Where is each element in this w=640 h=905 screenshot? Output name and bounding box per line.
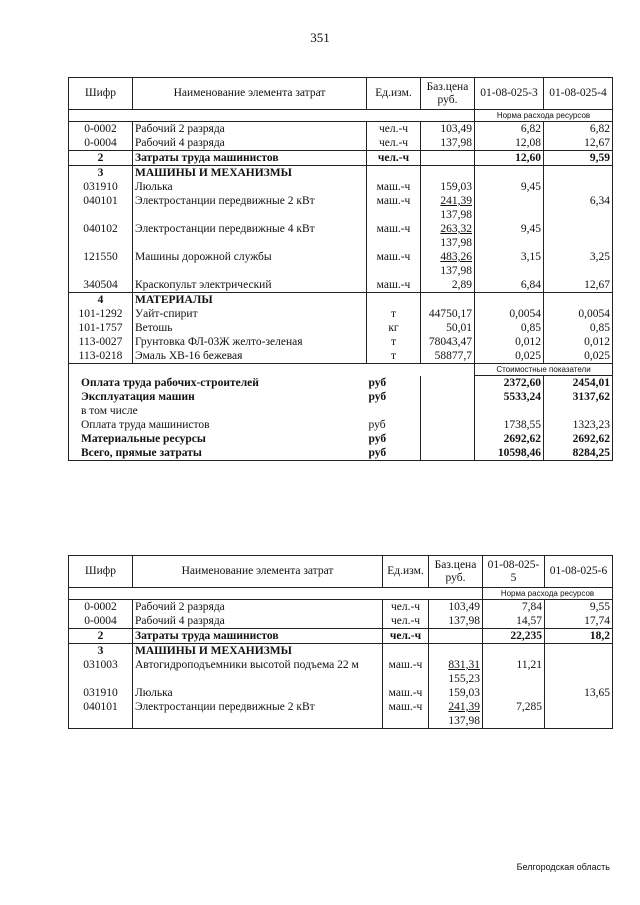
row-unit xyxy=(367,166,421,181)
summary-empty xyxy=(421,418,475,432)
table1-summary xyxy=(69,376,613,461)
row-code: 3 xyxy=(69,644,133,659)
row-code: 113-0027 xyxy=(69,335,133,349)
row-value-1 xyxy=(475,166,544,181)
row-value-2 xyxy=(544,166,613,181)
row-value-1: 6,82 xyxy=(475,122,544,137)
summary-value-2: 8284,25 xyxy=(544,446,613,461)
table-row xyxy=(69,600,613,615)
row-name: Рабочий 2 разряда xyxy=(133,122,367,137)
summary-unit: руб xyxy=(368,391,387,403)
price-main: 241,39 xyxy=(440,195,472,207)
header-col1: 01-08-025-3 xyxy=(475,78,544,110)
row-value-1: 14,57 xyxy=(483,614,545,629)
header-name: Наименование элемента затрат xyxy=(133,78,367,110)
row-price: 137,98 xyxy=(429,614,483,629)
row-value-2 xyxy=(545,658,613,686)
row-unit: чел.-ч xyxy=(383,600,429,615)
row-code: 340504 xyxy=(69,278,133,293)
row-price xyxy=(421,151,475,166)
norm-caption-row xyxy=(69,110,613,122)
section-row xyxy=(69,644,613,659)
row-name: Грунтовка ФЛ-03Ж желто-зеленая xyxy=(133,335,367,349)
price-main: 263,32 xyxy=(440,223,472,235)
row-unit: маш.-ч xyxy=(383,686,429,700)
row-value-2: 0,0054 xyxy=(544,307,613,321)
table-row xyxy=(69,250,613,278)
summary-value-2: 1323,23 xyxy=(544,418,613,432)
summary-label: в том числе xyxy=(69,404,367,418)
row-value-2 xyxy=(544,222,613,250)
row-unit: т xyxy=(367,349,421,364)
row-unit: маш.-ч xyxy=(367,278,421,293)
summary-unit: руб xyxy=(368,419,386,431)
row-unit xyxy=(367,293,421,308)
norm-caption: Норма расхода ресурсов xyxy=(475,110,613,122)
summary-value-1 xyxy=(475,404,544,418)
row-price: 50,01 xyxy=(421,321,475,335)
header-unit: Ед.изм. xyxy=(367,78,421,110)
table-row xyxy=(69,222,613,250)
row-value-2: 6,34 xyxy=(544,194,613,222)
row-price xyxy=(421,194,475,222)
row-price: 159,03 xyxy=(429,686,483,700)
row-unit: кг xyxy=(367,321,421,335)
row-value-1: 12,08 xyxy=(475,136,544,151)
row-price xyxy=(421,293,475,308)
row-code: 0-0004 xyxy=(69,614,133,629)
row-code: 0-0004 xyxy=(69,136,133,151)
row-code: 0-0002 xyxy=(69,600,133,615)
row-value-2: 9,55 xyxy=(545,600,613,615)
row-price xyxy=(429,700,483,729)
table-row xyxy=(69,194,613,222)
table-row xyxy=(69,321,613,335)
row-code: 113-0218 xyxy=(69,349,133,364)
row-price: 159,03 xyxy=(421,180,475,194)
row-price xyxy=(421,222,475,250)
summary-empty xyxy=(421,446,475,461)
row-price: 137,98 xyxy=(421,136,475,151)
price-secondary: 137,98 xyxy=(440,237,472,249)
row-name: Ветошь xyxy=(133,321,367,335)
row-value-2: 18,2 xyxy=(545,629,613,644)
row-price xyxy=(421,166,475,181)
price-secondary: 137,98 xyxy=(448,715,480,727)
row-name: Рабочий 4 разряда xyxy=(133,136,367,151)
summary-value-1: 2372,60 xyxy=(475,376,544,391)
resource-table-1 xyxy=(68,77,613,461)
price-main: 483,26 xyxy=(440,251,472,263)
row-value-1: 6,84 xyxy=(475,278,544,293)
row-value-2: 0,025 xyxy=(544,349,613,364)
page-number: 351 xyxy=(310,30,330,45)
table-row xyxy=(69,658,613,686)
row-unit: маш.-ч xyxy=(367,250,421,278)
table-header-row xyxy=(69,78,613,110)
row-unit: маш.-ч xyxy=(367,194,421,222)
summary-unit: руб xyxy=(368,433,387,445)
row-name: Затраты труда машинистов xyxy=(133,151,367,166)
summary-row xyxy=(69,432,613,446)
header-name: Наименование элемента затрат xyxy=(133,556,383,588)
row-value-2: 12,67 xyxy=(544,136,613,151)
summary-value-1: 2692,62 xyxy=(475,432,544,446)
row-unit: маш.-ч xyxy=(383,658,429,686)
row-name: Краскопульт электрический xyxy=(133,278,367,293)
header-price: Баз.цена руб. xyxy=(421,78,475,110)
row-value-1 xyxy=(483,644,545,659)
header-unit: Ед.изм. xyxy=(383,556,429,588)
row-code: 101-1292 xyxy=(69,307,133,321)
resource-table-2 xyxy=(68,555,613,729)
section-row xyxy=(69,166,613,181)
row-code: 040101 xyxy=(69,700,133,729)
row-unit: чел.-ч xyxy=(367,122,421,137)
table-row xyxy=(69,686,613,700)
row-value-1: 0,025 xyxy=(475,349,544,364)
summary-unit xyxy=(367,404,421,418)
summary-row xyxy=(69,418,613,432)
summary-label: Материальные ресурсы xyxy=(69,432,367,446)
row-value-1 xyxy=(483,686,545,700)
row-price: 44750,17 xyxy=(421,307,475,321)
row-unit: маш.-ч xyxy=(367,222,421,250)
table1-body xyxy=(69,122,613,364)
row-code: 040101 xyxy=(69,194,133,222)
row-value-1: 0,012 xyxy=(475,335,544,349)
table-row xyxy=(69,349,613,364)
summary-row xyxy=(69,446,613,461)
table-header-row xyxy=(69,556,613,588)
row-code: 031910 xyxy=(69,686,133,700)
row-unit: чел.-ч xyxy=(383,614,429,629)
row-unit: маш.-ч xyxy=(367,180,421,194)
row-price xyxy=(429,629,483,644)
row-price: 103,49 xyxy=(429,600,483,615)
row-code: 2 xyxy=(69,151,133,166)
price-secondary: 137,98 xyxy=(440,265,472,277)
section-row xyxy=(69,629,613,644)
row-price xyxy=(429,658,483,686)
row-unit: чел.-ч xyxy=(367,136,421,151)
table-row xyxy=(69,122,613,137)
summary-empty xyxy=(421,390,475,404)
row-name: МАТЕРИАЛЫ xyxy=(133,293,367,308)
summary-label: Эксплуатация машин xyxy=(69,390,367,404)
row-value-2: 0,012 xyxy=(544,335,613,349)
row-price: 78043,47 xyxy=(421,335,475,349)
row-price xyxy=(429,644,483,659)
row-value-1: 9,45 xyxy=(475,222,544,250)
summary-value-2 xyxy=(544,404,613,418)
row-code: 031003 xyxy=(69,658,133,686)
row-value-1: 3,15 xyxy=(475,250,544,278)
row-value-1: 0,85 xyxy=(475,321,544,335)
table-row xyxy=(69,136,613,151)
row-name: Люлька xyxy=(133,180,367,194)
row-name: Затраты труда машинистов xyxy=(133,629,383,644)
row-code: 2 xyxy=(69,629,133,644)
row-value-1: 12,60 xyxy=(475,151,544,166)
cost-caption-row xyxy=(69,364,613,376)
section-row xyxy=(69,293,613,308)
row-value-1: 0,0054 xyxy=(475,307,544,321)
header-price: Баз.цена руб. xyxy=(429,556,483,588)
row-value-1: 7,285 xyxy=(483,700,545,729)
table-row xyxy=(69,335,613,349)
row-value-2: 17,74 xyxy=(545,614,613,629)
summary-value-1: 1738,55 xyxy=(475,418,544,432)
section-row xyxy=(69,151,613,166)
table-row xyxy=(69,180,613,194)
footer-region: Белгородская область xyxy=(516,862,610,872)
summary-value-2: 3137,62 xyxy=(544,390,613,404)
row-name: Машины дорожной службы xyxy=(133,250,367,278)
table-row xyxy=(69,700,613,729)
header-col1: 01-08-025-5 xyxy=(483,556,545,588)
row-value-2 xyxy=(544,180,613,194)
header-code: Шифр xyxy=(69,78,133,110)
row-code: 3 xyxy=(69,166,133,181)
row-name: МАШИНЫ И МЕХАНИЗМЫ xyxy=(133,166,367,181)
table-row xyxy=(69,278,613,293)
row-code: 101-1757 xyxy=(69,321,133,335)
price-secondary: 155,23 xyxy=(448,673,480,685)
summary-label: Всего, прямые затраты xyxy=(69,446,367,461)
summary-label: Оплата труда машинистов xyxy=(69,418,367,432)
norm-caption: Норма расхода ресурсов xyxy=(483,588,613,600)
row-value-1: 7,84 xyxy=(483,600,545,615)
row-value-1: 22,235 xyxy=(483,629,545,644)
cost-caption: Стоимостные показатели xyxy=(475,364,613,376)
summary-row xyxy=(69,376,613,391)
row-price: 103,49 xyxy=(421,122,475,137)
row-name: Рабочий 2 разряда xyxy=(133,600,383,615)
row-code: 4 xyxy=(69,293,133,308)
header-code: Шифр xyxy=(69,556,133,588)
row-price: 58877,7 xyxy=(421,349,475,364)
row-name: Уайт-спирит xyxy=(133,307,367,321)
summary-value-1: 5533,24 xyxy=(475,390,544,404)
price-secondary: 137,98 xyxy=(440,209,472,221)
header-col2: 01-08-025-6 xyxy=(545,556,613,588)
price-main: 241,39 xyxy=(448,701,480,713)
row-value-2 xyxy=(545,700,613,729)
summary-label: Оплата труда рабочих-строителей xyxy=(69,376,367,391)
row-name: Люлька xyxy=(133,686,383,700)
row-value-1 xyxy=(475,194,544,222)
summary-value-2: 2692,62 xyxy=(544,432,613,446)
summary-empty xyxy=(421,376,475,391)
row-value-2 xyxy=(544,293,613,308)
summary-row xyxy=(69,404,613,418)
row-name: Автогидроподъемники высотой подъема 22 м xyxy=(133,658,383,686)
row-value-1: 9,45 xyxy=(475,180,544,194)
row-value-2: 6,82 xyxy=(544,122,613,137)
table-row xyxy=(69,307,613,321)
summary-empty xyxy=(421,432,475,446)
row-value-2: 13,65 xyxy=(545,686,613,700)
summary-unit: руб xyxy=(368,376,387,389)
summary-value-2: 2454,01 xyxy=(544,376,613,391)
row-value-2: 9,59 xyxy=(544,151,613,166)
row-name: МАШИНЫ И МЕХАНИЗМЫ xyxy=(133,644,383,659)
row-value-2: 12,67 xyxy=(544,278,613,293)
row-value-2: 3,25 xyxy=(544,250,613,278)
row-code: 031910 xyxy=(69,180,133,194)
norm-caption-row xyxy=(69,588,613,600)
row-price: 2,89 xyxy=(421,278,475,293)
row-name: Эмаль ХВ-16 бежевая xyxy=(133,349,367,364)
row-code: 121550 xyxy=(69,250,133,278)
row-value-1: 11,21 xyxy=(483,658,545,686)
row-unit: т xyxy=(367,307,421,321)
row-name: Электростанции передвижные 2 кВт xyxy=(133,194,367,222)
row-value-1 xyxy=(475,293,544,308)
row-unit: маш.-ч xyxy=(383,700,429,729)
row-price xyxy=(421,250,475,278)
table-row xyxy=(69,614,613,629)
price-main: 831,31 xyxy=(448,659,480,671)
row-code: 0-0002 xyxy=(69,122,133,137)
summary-value-1: 10598,46 xyxy=(475,446,544,461)
summary-row xyxy=(69,390,613,404)
header-col2: 01-08-025-4 xyxy=(544,78,613,110)
row-name: Рабочий 4 разряда xyxy=(133,614,383,629)
row-name: Электростанции передвижные 4 кВт xyxy=(133,222,367,250)
summary-empty xyxy=(421,404,475,418)
row-value-2 xyxy=(545,644,613,659)
row-unit: т xyxy=(367,335,421,349)
row-unit: чел.-ч xyxy=(367,151,421,166)
row-unit: чел.-ч xyxy=(383,629,429,644)
table2-body xyxy=(69,600,613,729)
summary-unit: руб xyxy=(367,446,421,461)
row-unit xyxy=(383,644,429,659)
row-code: 040102 xyxy=(69,222,133,250)
row-name: Электростанции передвижные 2 кВт xyxy=(133,700,383,729)
row-value-2: 0,85 xyxy=(544,321,613,335)
